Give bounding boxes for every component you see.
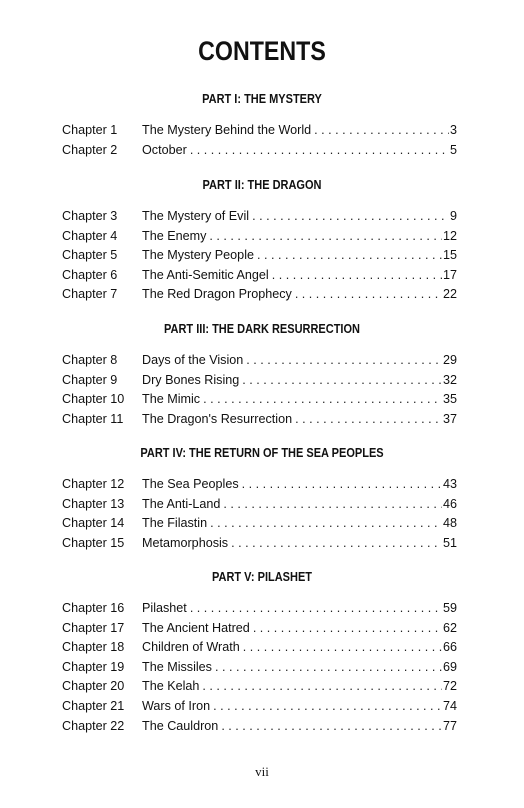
page-number: 62: [442, 620, 457, 635]
dot-leader: [215, 658, 442, 676]
toc-entry[interactable]: [62, 227, 457, 245]
page-number: 12: [442, 228, 457, 243]
chapter-entry: [142, 207, 457, 225]
part-title: PART I: THE MYSTERY: [202, 92, 322, 106]
dot-leader: [202, 677, 442, 695]
part-title: PART II: THE DRAGON: [202, 178, 322, 192]
page-number: 17: [442, 267, 457, 282]
dot-leader: [295, 410, 442, 428]
dot-leader: [243, 638, 442, 656]
page-number-footer: vii: [255, 764, 269, 779]
part-title: PART IV: THE RETURN OF THE SEA PEOPLES: [140, 446, 384, 460]
toc-entry[interactable]: [62, 658, 457, 676]
page-number: 66: [442, 640, 457, 655]
chapter-number: Chapter 13: [62, 496, 125, 511]
chapter-title: The Anti-Land: [142, 496, 221, 511]
chapter-number: Chapter 22: [62, 718, 125, 733]
dot-leader: [223, 495, 442, 513]
toc-entry[interactable]: [62, 390, 457, 408]
dot-leader: [203, 390, 442, 408]
chapter-entry: [142, 514, 457, 532]
part-title: PART V: PILASHET: [211, 570, 313, 584]
dot-leader: [190, 141, 449, 159]
chapter-title: The Ancient Hatred: [142, 620, 250, 635]
chapter-entry: [142, 717, 457, 735]
chapter-entry: [142, 534, 457, 552]
page-number: 35: [442, 392, 457, 407]
chapter-entry: [142, 658, 457, 676]
chapter-number: Chapter 4: [62, 228, 118, 243]
dot-leader: [221, 717, 442, 735]
page-number: 72: [442, 679, 457, 694]
chapter-title: The Filastin: [142, 516, 208, 531]
chapter-entry: [142, 351, 457, 369]
chapter-title: Wars of Iron: [142, 699, 211, 713]
chapter-number: Chapter 16: [62, 601, 125, 615]
chapter-entry: [142, 121, 457, 139]
chapter-title: The Enemy: [142, 228, 207, 243]
chapter-entry: [142, 410, 457, 428]
chapter-entry: [142, 390, 457, 408]
chapter-number: Chapter 1: [62, 123, 118, 137]
chapter-number: Chapter 17: [62, 620, 125, 635]
toc-entry[interactable]: [62, 619, 457, 637]
chapter-title: The Dragon's Resurrection: [142, 411, 293, 426]
chapter-number: Chapter 3: [62, 209, 118, 223]
dot-leader: [272, 266, 442, 284]
dot-leader: [209, 227, 442, 245]
toc-entry[interactable]: [62, 141, 457, 159]
chapter-number: Chapter 6: [62, 267, 118, 282]
toc-entry[interactable]: [62, 285, 457, 303]
chapter-entry: [142, 246, 457, 264]
chapter-entry: [142, 266, 457, 284]
dot-leader: [213, 697, 442, 715]
dot-leader: [295, 285, 442, 303]
page-number: 29: [442, 353, 457, 367]
chapter-number: Chapter 12: [62, 477, 125, 491]
page-number: 69: [442, 659, 457, 674]
chapter-number: Chapter 21: [62, 699, 125, 713]
chapter-entry: [142, 599, 457, 617]
toc-entry[interactable]: [62, 266, 457, 284]
page-number: 3: [449, 123, 457, 137]
toc-entry[interactable]: [62, 410, 457, 428]
dot-leader: [231, 534, 442, 552]
dot-leader: [210, 514, 442, 532]
toc-entry[interactable]: [62, 351, 457, 369]
chapter-title: The Mystery Behind the World: [142, 123, 312, 137]
chapter-number: Chapter 8: [62, 353, 118, 367]
chapter-title: Days of the Vision: [142, 353, 244, 367]
page-number: 5: [449, 142, 457, 157]
chapter-number: Chapter 7: [62, 287, 118, 302]
chapter-entry: [142, 677, 457, 695]
toc-entry[interactable]: [62, 207, 457, 225]
toc-entry[interactable]: [62, 677, 457, 695]
dot-leader: [246, 351, 442, 369]
chapter-title: October: [142, 142, 187, 157]
chapter-entry: [142, 227, 457, 245]
toc-entry[interactable]: [62, 475, 457, 493]
page-number: 15: [442, 248, 457, 263]
page-number: 9: [449, 209, 457, 223]
toc-entry[interactable]: [62, 121, 457, 139]
part-title: PART III: THE DARK RESURRECTION: [164, 322, 360, 336]
chapter-title: The Missiles: [142, 659, 212, 674]
dot-leader: [190, 599, 442, 617]
chapter-number: Chapter 9: [62, 372, 118, 387]
chapter-title: The Mimic: [142, 392, 201, 407]
chapter-entry: [142, 638, 457, 656]
chapter-title: Metamorphosis: [142, 535, 229, 550]
dot-leader: [252, 207, 449, 225]
contents-heading: CONTENTS: [198, 36, 326, 66]
toc-entry[interactable]: [62, 514, 457, 532]
chapter-title: The Anti-Semitic Angel: [142, 267, 269, 282]
chapter-entry: [142, 619, 457, 637]
chapter-title: Children of Wrath: [142, 640, 240, 655]
chapter-number: Chapter 2: [62, 142, 118, 157]
chapter-title: Pilashet: [142, 601, 187, 615]
toc-entry[interactable]: [62, 638, 457, 656]
dot-leader: [242, 371, 442, 389]
page-number: 48: [442, 516, 457, 531]
toc-entry[interactable]: [62, 371, 457, 389]
page-number: 74: [442, 699, 457, 713]
page-number: 43: [442, 477, 457, 491]
toc-entry[interactable]: [62, 246, 457, 264]
chapter-entry: [142, 495, 457, 513]
chapter-title: The Sea Peoples: [142, 477, 239, 491]
chapter-title: The Cauldron: [142, 718, 219, 733]
chapter-number: Chapter 19: [62, 659, 125, 674]
toc-entry[interactable]: [62, 599, 457, 617]
toc-entry[interactable]: [62, 534, 457, 552]
chapter-number: Chapter 5: [62, 248, 118, 263]
chapter-number: Chapter 18: [62, 640, 125, 655]
page-number: 22: [442, 287, 457, 302]
page-number: 37: [442, 411, 457, 426]
chapter-number: Chapter 11: [62, 411, 124, 426]
chapter-entry: [142, 141, 457, 159]
chapter-number: Chapter 15: [62, 535, 125, 550]
chapter-entry: [142, 371, 457, 389]
dot-leader: [253, 619, 442, 637]
chapter-entry: [142, 697, 457, 715]
chapter-title: The Mystery of Evil: [142, 209, 250, 223]
chapter-number: Chapter 14: [62, 516, 125, 531]
toc-entry[interactable]: [62, 495, 457, 513]
page-number: 46: [442, 496, 457, 511]
chapter-entry: [142, 285, 457, 303]
page-number: 32: [442, 372, 457, 387]
dot-leader: [257, 246, 442, 264]
dot-leader: [314, 121, 449, 139]
chapter-title: The Mystery People: [142, 248, 254, 263]
chapter-title: The Red Dragon Prophecy: [142, 287, 292, 302]
page-number: 59: [442, 601, 457, 615]
page-number: 77: [442, 718, 457, 733]
toc-entry[interactable]: [62, 697, 457, 715]
toc-entry[interactable]: [62, 717, 457, 735]
chapter-number: Chapter 10: [62, 392, 125, 407]
chapter-title: The Kelah: [142, 679, 200, 694]
chapter-entry: [142, 475, 457, 493]
page-number: 51: [442, 535, 457, 550]
chapter-number: Chapter 20: [62, 679, 125, 694]
dot-leader: [242, 475, 442, 493]
chapter-title: Dry Bones Rising: [142, 372, 240, 387]
